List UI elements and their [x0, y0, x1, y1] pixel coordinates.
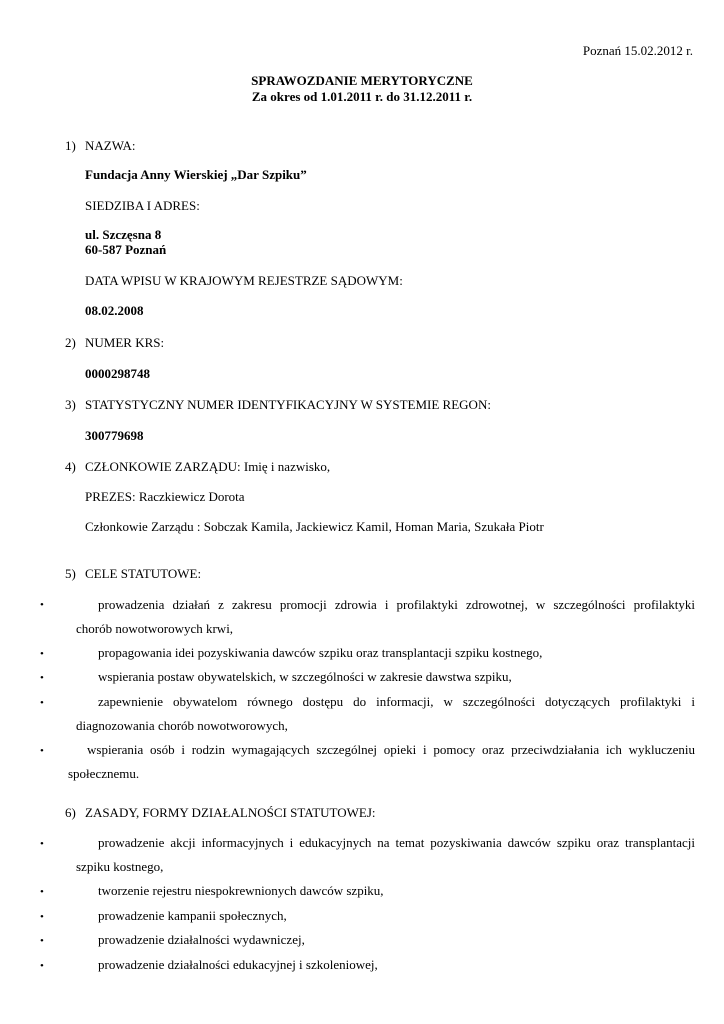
section-number-2: 2)	[65, 335, 76, 350]
document-period: Za okres od 1.01.2011 r. do 31.12.2011 r.	[251, 89, 473, 104]
section-label-board: CZŁONKOWIE ZARZĄDU: Imię i nazwisko,	[85, 459, 331, 474]
section-number-5: 5)	[65, 566, 76, 581]
section-number-3: 3)	[65, 397, 76, 412]
bullet-icon: •	[40, 648, 44, 660]
bullet-icon: •	[40, 599, 44, 611]
section-number-4: 4)	[65, 459, 76, 474]
bullet-icon: •	[40, 935, 44, 947]
address-city: 60-587 Poznań	[85, 242, 167, 257]
document-title: SPRAWOZDANIE MERYTORYCZNE	[251, 73, 473, 88]
section-number-6: 6)	[65, 805, 76, 820]
list-item: prowadzenie akcji informacyjnych i edukacyjnych na temat pozyskiwania dawców szpiku oraz transplantacji	[98, 835, 695, 850]
krs-number: 0000298748	[85, 366, 150, 381]
bullet-icon: •	[40, 838, 44, 850]
list-item: wspierania osób i rodzin wymagających szczególnej opieki i pomocy oraz przeciwdziałania ich wykluczeniu	[87, 742, 695, 757]
board-president: PREZES: Raczkiewicz Dorota	[85, 489, 245, 504]
section-label-regon: STATYSTYCZNY NUMER IDENTYFIKACYJNY W SYSTEMIE REGON:	[85, 397, 491, 412]
bullet-icon: •	[40, 911, 44, 923]
section-label-forms: ZASADY, FORMY DZIAŁALNOŚCI STATUTOWEJ:	[85, 805, 376, 820]
list-item: wspierania postaw obywatelskich, w szczególności w zakresie dawstwa szpiku,	[98, 669, 512, 684]
list-item-continuation: społecznemu.	[68, 766, 140, 781]
krs-date-value: 08.02.2008	[85, 303, 144, 318]
foundation-name: Fundacja Anny Wierskiej „Dar Szpiku”	[85, 167, 307, 182]
list-item: prowadzenie działalności wydawniczej,	[98, 932, 305, 947]
regon-number: 300779698	[85, 428, 144, 443]
bullet-icon: •	[40, 745, 44, 757]
section-label-krs: NUMER KRS:	[85, 335, 165, 350]
list-item-continuation: chorób nowotworowych krwi,	[76, 621, 234, 636]
list-item: propagowania idei pozyskiwania dawców szpiku oraz transplantacji szpiku kostnego,	[98, 645, 543, 660]
section-label-goals: CELE STATUTOWE:	[85, 566, 202, 581]
bullet-icon: •	[40, 886, 44, 898]
section-label-name: NAZWA:	[85, 138, 136, 153]
krs-date-label: DATA WPISU W KRAJOWYM REJESTRZE SĄDOWYM:	[85, 273, 403, 288]
bullet-icon: •	[40, 960, 44, 972]
list-item-continuation: diagnozowania chorób nowotworowych,	[76, 718, 288, 733]
bullet-icon: •	[40, 672, 44, 684]
list-item: prowadzenie kampanii społecznych,	[98, 908, 287, 923]
list-item: tworzenie rejestru niespokrewnionych dawców szpiku,	[98, 883, 384, 898]
place-date: Poznań 15.02.2012 r.	[582, 43, 693, 58]
address-street: ul. Szczęsna 8	[85, 227, 162, 242]
seat-label: SIEDZIBA I ADRES:	[85, 198, 200, 213]
list-item: zapewnienie obywatelom równego dostępu do informacji, w szczególności dotyczących profilaktyki i	[98, 694, 695, 709]
section-number-1: 1)	[65, 138, 76, 153]
board-members: Członkowie Zarządu : Sobczak Kamila, Jackiewicz Kamil, Homan Maria, Szukała Piotr	[85, 519, 544, 534]
list-item: prowadzenie działalności edukacyjnej i szkoleniowej,	[98, 957, 378, 972]
list-item-continuation: szpiku kostnego,	[76, 859, 164, 874]
bullet-icon: •	[40, 697, 44, 709]
list-item: prowadzenia działań z zakresu promocji zdrowia i profilaktyki zdrowotnej, w szczególności profilaktyki	[98, 597, 695, 612]
